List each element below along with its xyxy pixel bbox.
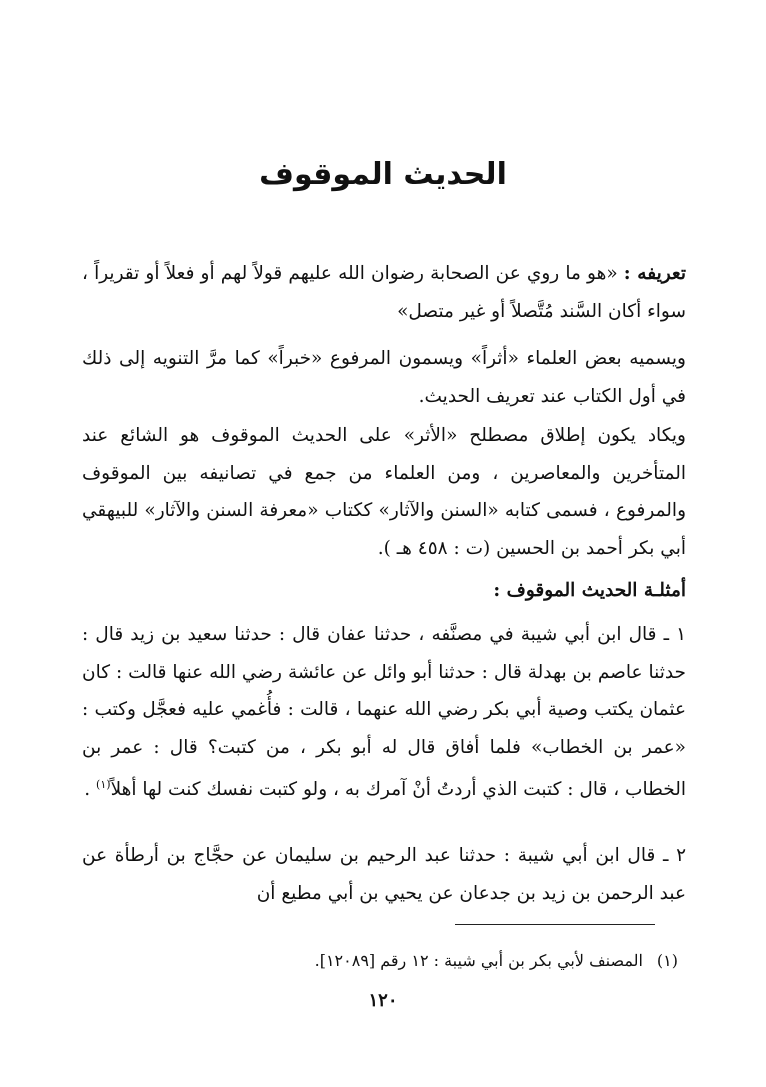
naming-block [82,340,686,415]
example-two-block [82,837,686,912]
example-two-paragraph: ٢ ـ قال ابن أبي شيبة : حدثنا عبد الرحيم بن سليمان عن حجَّاج بن أرطأة عن عبد الرحمن بن زيد بن جدعان عن يحيي بن أبي مطيع أن [82,845,686,904]
example-one-block [82,616,686,809]
page-number: ١٢٠ [368,990,398,1011]
usage-block [82,417,686,567]
example-one-text: ١ ـ قال ابن أبي شيبة في مصنَّفه ، حدثنا عفان قال : حدثنا سعيد بن زيد قال : حدثنا عاصم بن بهدلة قال : حدثنا أبو وائل عن عائشة رضي الله عنها قالت : كان عثمان يكتب وصية أبي بكر رضي الله عنهما ، قالت : فأُغمي عليه فعجَّل وكتب : «عمر بن الخطاب» فلما أفاق قال له أبو بكر ، من كتبت؟ قال : عمر بن الخطاب ، قال : كتبت الذي أردتُ أنْ آمرك به ، ولو كتبت نفسك كنت لها أهلاً [82,624,686,801]
examples-heading-block [82,572,686,610]
footnote-separator [455,924,655,925]
footnote [82,946,678,976]
naming-paragraph: ويسميه بعض العلماء «أثراً» ويسمون المرفوع «خبراً» كما مرَّ التنويه إلى ذلك في أول الكتاب عند تعريف الحديث. [82,348,686,407]
example-one-paragraph [82,616,686,809]
usage-paragraph: ويكاد يكون إطلاق مصطلح «الأثر» على الحديث الموقوف هو الشائع عند المتأخرين والمعاصرين ، ومن العلماء من جمع في تصانيفه بين الموقوف والمرفوع ، فسمى كتابه «السنن والآثار» ككتاب «معرفة السنن والآثار» للبيهقي أبي بكر أحمد بن الحسين (ت : ٤٥٨ هـ ). [82,425,686,559]
footnote-number: (١) [656,951,678,970]
definition-text: «هو ما روي عن الصحابة رضوان الله عليهم قولاً لهم أو فعلاً أو تقريراً ، سواء أكان السَّند مُتَّصلاً أو غير متصل» [82,263,686,322]
examples-heading: أمثلـة الحديث الموقوف : [493,580,686,601]
definition-block [82,255,686,330]
footnote-text: المصنف لأبي بكر بن أبي شيبة : ١٢ رقم [١٢٠٨٩]. [314,951,643,970]
example-one-end: . [84,779,97,801]
definition-label: تعريفه : [623,263,686,284]
definition-paragraph [82,255,686,330]
chapter-title: الحديث الموقوف [259,157,507,192]
footnote-reference: (١) [96,778,111,791]
